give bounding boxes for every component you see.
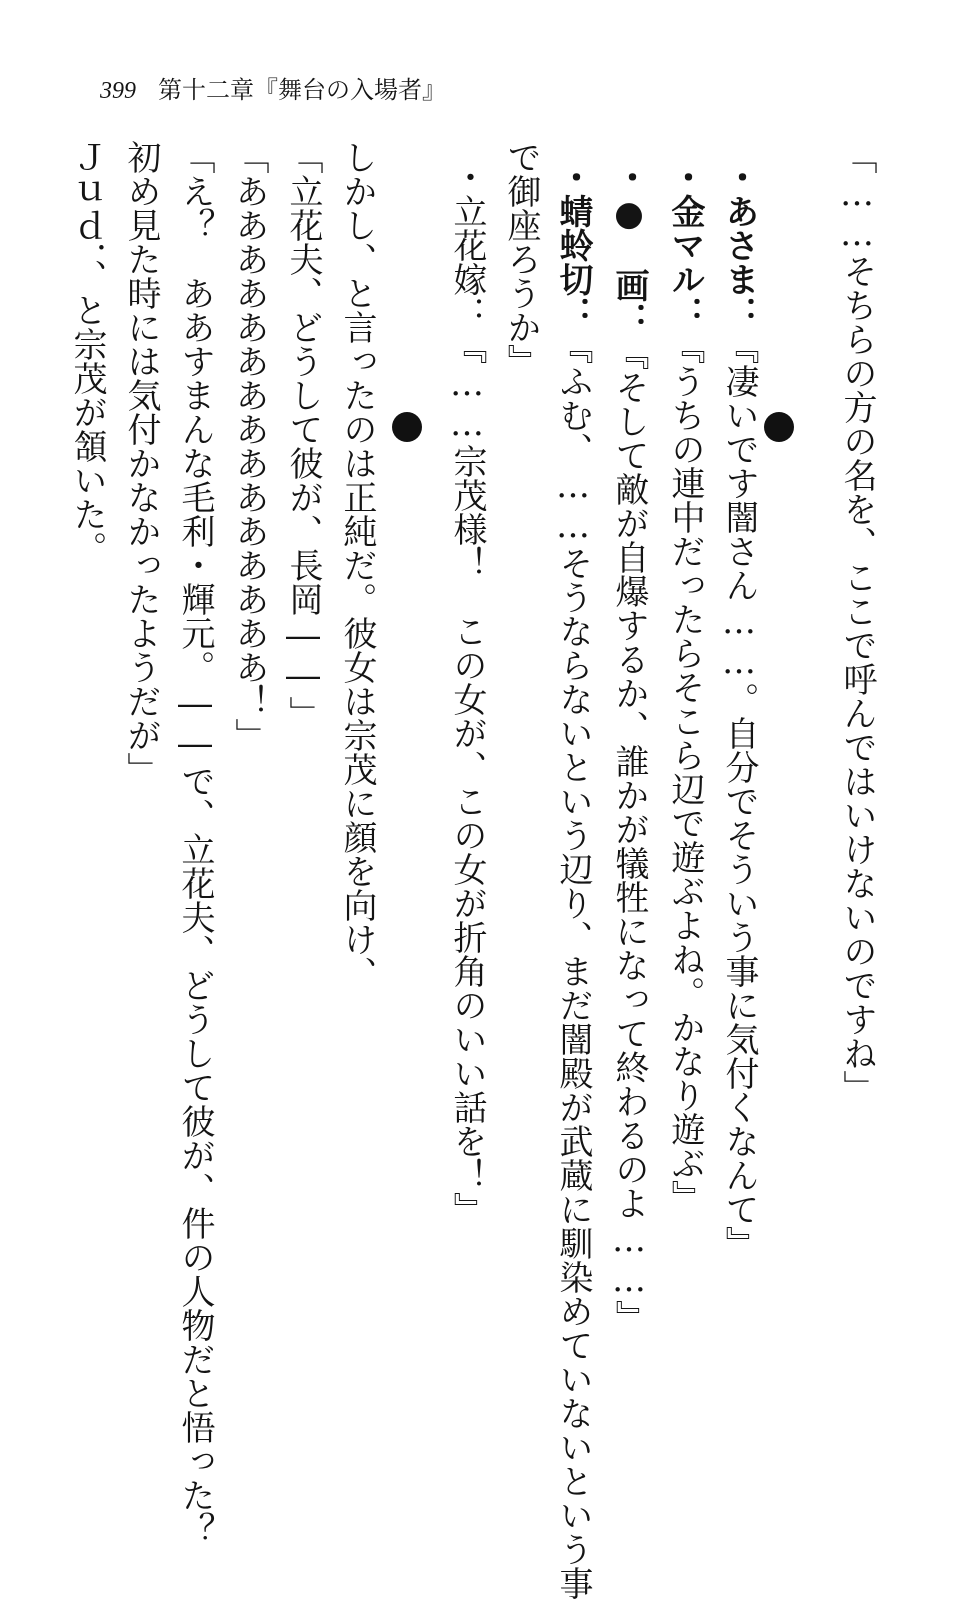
section-dot-icon <box>764 412 794 442</box>
chat-line: 『凄いです闇さん……。自分でそういう事に気付くなんて』 <box>719 330 759 1260</box>
text-column: 「あああああああああああああああ！」 <box>229 140 269 752</box>
text-column: 「立花夫、どうして彼が、長岡――」 <box>283 140 323 730</box>
page-number: 399 <box>100 78 136 104</box>
chat-line: ・立花嫁：『……宗茂様！ この女が、この女が折角のいい話を！』 <box>447 160 487 1226</box>
chat-entry <box>608 160 650 1360</box>
text-column: しかし、と言ったのは正純だ。彼女は宗茂に顔を向け、 <box>337 140 377 990</box>
chat-entry <box>446 160 488 1360</box>
running-header <box>100 70 446 105</box>
chat-speaker: ・蜻蛉切： <box>553 160 593 330</box>
chat-entry <box>664 160 706 1360</box>
chapter-title: 第十二章『舞台の入場者』 <box>158 78 446 104</box>
chat-entry <box>552 160 594 1600</box>
text-column: 「え？ ああすまんな毛利・輝元。――で、立花夫、どうして彼が、件の人物だと悟った？ <box>175 140 215 1546</box>
chat-entry <box>718 160 760 1360</box>
chat-speaker: ・あさま： <box>719 160 759 330</box>
chat-line: 『うちの連中だったらそこら辺で遊ぶよね。かなり遊ぶ』 <box>665 330 705 1214</box>
chat-line: 『そして敵が自爆するか、誰かが犠牲になって終わるのよ……』 <box>609 336 649 1334</box>
text-column: Ｊｕｄ．、と宗茂が頷いた。 <box>67 140 107 565</box>
chat-speaker: ・● 画： <box>609 160 649 336</box>
text-column: 初め見た時には気付かなかったようだが」 <box>121 140 161 786</box>
chat-speaker: ・金マル： <box>665 160 705 330</box>
chat-line: 『ふむ、……そうならないという辺り、まだ闇殿が武蔵に馴染めていないという事 <box>553 330 593 1600</box>
text-column: で御座ろうか』 <box>501 140 541 378</box>
text-column: 「……そちらの方の名を、ここで呼んではいけないのですね」 <box>837 140 877 1104</box>
section-dot-icon <box>392 412 422 442</box>
